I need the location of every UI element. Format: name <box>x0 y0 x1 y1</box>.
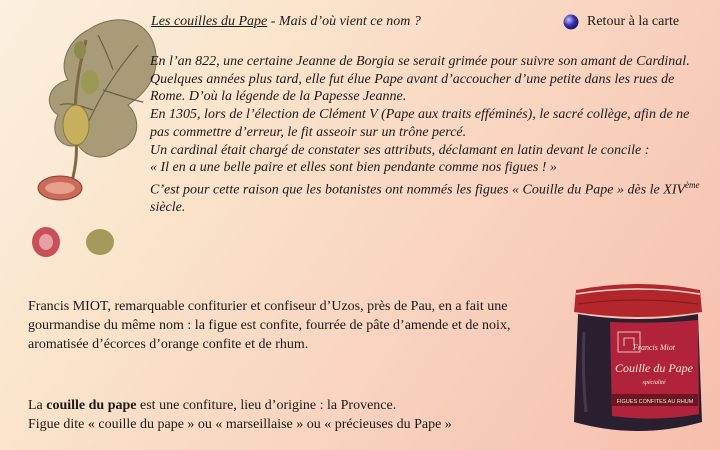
jam-jar-image <box>568 282 708 437</box>
story-last-after: siècle. <box>150 200 186 216</box>
jar-brand: Francis Miot <box>633 343 675 352</box>
fig-green <box>86 229 114 255</box>
back-link-label: Retour à la carte <box>587 14 680 29</box>
fig-small-2 <box>81 70 99 94</box>
story-last-before: C’est pour cette raison que les botanistes ont nommés les figues « Couille du Pape » dès le XIV <box>150 182 686 198</box>
story-line: En l’an 822, une certaine Jeanne de Borgia se serait grimée pour suivre son amant de Cardinal. <box>150 54 690 69</box>
origin-line-2: Figue dite « couille du pape » ou « marseillaise » ou « précieuses du Pape » <box>28 417 452 432</box>
story-line <box>150 177 700 217</box>
story-text <box>150 53 700 217</box>
jar-product: Couille du Pape <box>615 361 693 375</box>
title-rest: - Mais d’où vient ce nom ? <box>267 14 421 29</box>
story-line: « Il en a une belle paire et elles sont bien pendante comme nos figues ! » <box>150 160 557 176</box>
story-line: Un cardinal était chargé de constater ses attributs, déclamant en latin devant le concile : <box>150 142 650 158</box>
globe-icon <box>563 14 579 30</box>
fig-small-1 <box>74 41 86 59</box>
title-link[interactable]: Les couilles du Pape <box>151 14 268 29</box>
page-title <box>151 14 421 30</box>
jar-band-text: FIGUES CONFITES AU RHUM <box>616 399 694 405</box>
story-last-sup: ème <box>685 179 700 190</box>
description-text: Francis MIOT, remarquable confiturier et confiseur d’Uzos, près de Pau, en a fait une gourmandise du même nom : la figue est confite, fourrée de pâte d’amende et de noix, aromatisée d’écorces d’orange confite et de rhum. <box>28 299 511 352</box>
fig-illustration <box>18 10 158 260</box>
origin-bold: couille du pape <box>46 398 137 413</box>
story-line: En 1305, lors de l’élection de Clément V (Pape aux traits efféminés), le sacré collège, afin de ne pas commettre d’erreur, le fit asseoir sur un trône percé. <box>150 107 690 140</box>
jar-tagline: spécialité <box>642 380 666 386</box>
origin-line-1 <box>28 396 568 415</box>
story-line: Quelques années plus tard, elle fut élue Pape avant d’accoucher d’une petite dans les rues de Rome. D’où la légende de la Papesse Jeanne. <box>150 71 675 105</box>
origin-text <box>28 396 568 434</box>
back-to-map-link[interactable] <box>563 14 679 30</box>
origin-prefix: La <box>28 398 47 413</box>
product-description <box>28 297 558 354</box>
origin-suffix: est une confiture, lieu d’origine : la Provence. <box>136 398 397 413</box>
fig-main <box>63 105 89 145</box>
